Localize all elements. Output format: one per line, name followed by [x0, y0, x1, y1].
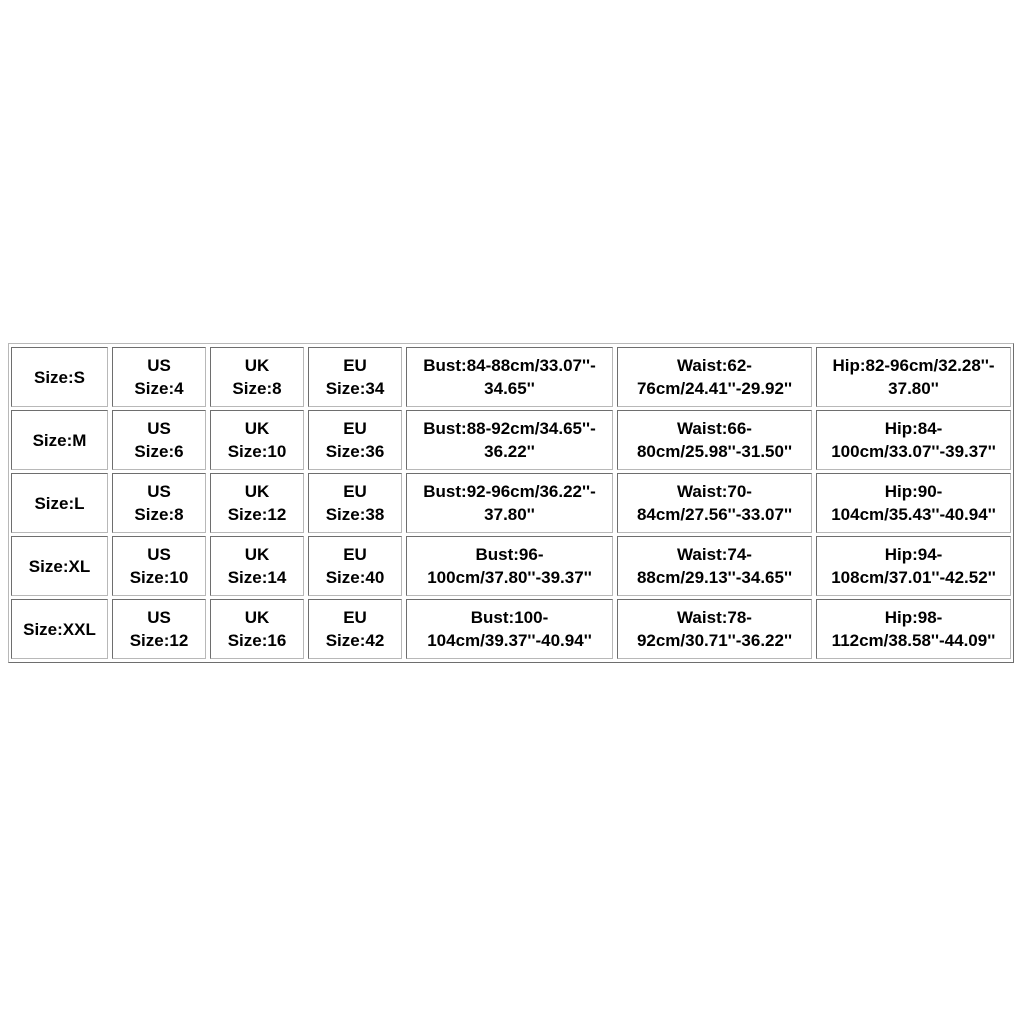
bust-cell: Bust:92-96cm/36.22''- 37.80'' — [406, 473, 613, 533]
size-row-xxl — [11, 599, 1011, 659]
bust-cell: Bust:96- 100cm/37.80''-39.37'' — [406, 536, 613, 596]
waist-cell: Waist:62- 76cm/24.41''-29.92'' — [617, 347, 812, 407]
size-row-l — [11, 473, 1011, 533]
uk-size-cell: UK Size:14 — [210, 536, 304, 596]
eu-size-cell: EU Size:40 — [308, 536, 402, 596]
size-row-s — [11, 347, 1011, 407]
size-label-cell: Size:M — [11, 410, 108, 470]
eu-size-cell: EU Size:38 — [308, 473, 402, 533]
waist-cell: Waist:78- 92cm/30.71''-36.22'' — [617, 599, 812, 659]
us-size-cell: US Size:12 — [112, 599, 206, 659]
size-label-cell: Size:L — [11, 473, 108, 533]
hip-cell: Hip:98- 112cm/38.58''-44.09'' — [816, 599, 1011, 659]
size-chart — [8, 343, 1014, 663]
size-label-cell: Size:XXL — [11, 599, 108, 659]
hip-cell: Hip:94- 108cm/37.01''-42.52'' — [816, 536, 1011, 596]
us-size-cell: US Size:6 — [112, 410, 206, 470]
bust-cell: Bust:84-88cm/33.07''- 34.65'' — [406, 347, 613, 407]
uk-size-cell: UK Size:8 — [210, 347, 304, 407]
size-row-m — [11, 410, 1011, 470]
size-chart-table — [7, 344, 1015, 662]
us-size-cell: US Size:10 — [112, 536, 206, 596]
uk-size-cell: UK Size:10 — [210, 410, 304, 470]
bust-cell: Bust:100- 104cm/39.37''-40.94'' — [406, 599, 613, 659]
uk-size-cell: UK Size:16 — [210, 599, 304, 659]
waist-cell: Waist:66- 80cm/25.98''-31.50'' — [617, 410, 812, 470]
uk-size-cell: UK Size:12 — [210, 473, 304, 533]
hip-cell: Hip:90- 104cm/35.43''-40.94'' — [816, 473, 1011, 533]
waist-cell: Waist:74- 88cm/29.13''-34.65'' — [617, 536, 812, 596]
hip-cell: Hip:82-96cm/32.28''- 37.80'' — [816, 347, 1011, 407]
bust-cell: Bust:88-92cm/34.65''- 36.22'' — [406, 410, 613, 470]
eu-size-cell: EU Size:34 — [308, 347, 402, 407]
size-label-cell: Size:S — [11, 347, 108, 407]
waist-cell: Waist:70- 84cm/27.56''-33.07'' — [617, 473, 812, 533]
us-size-cell: US Size:4 — [112, 347, 206, 407]
size-row-xl — [11, 536, 1011, 596]
us-size-cell: US Size:8 — [112, 473, 206, 533]
hip-cell: Hip:84- 100cm/33.07''-39.37'' — [816, 410, 1011, 470]
eu-size-cell: EU Size:36 — [308, 410, 402, 470]
eu-size-cell: EU Size:42 — [308, 599, 402, 659]
size-label-cell: Size:XL — [11, 536, 108, 596]
